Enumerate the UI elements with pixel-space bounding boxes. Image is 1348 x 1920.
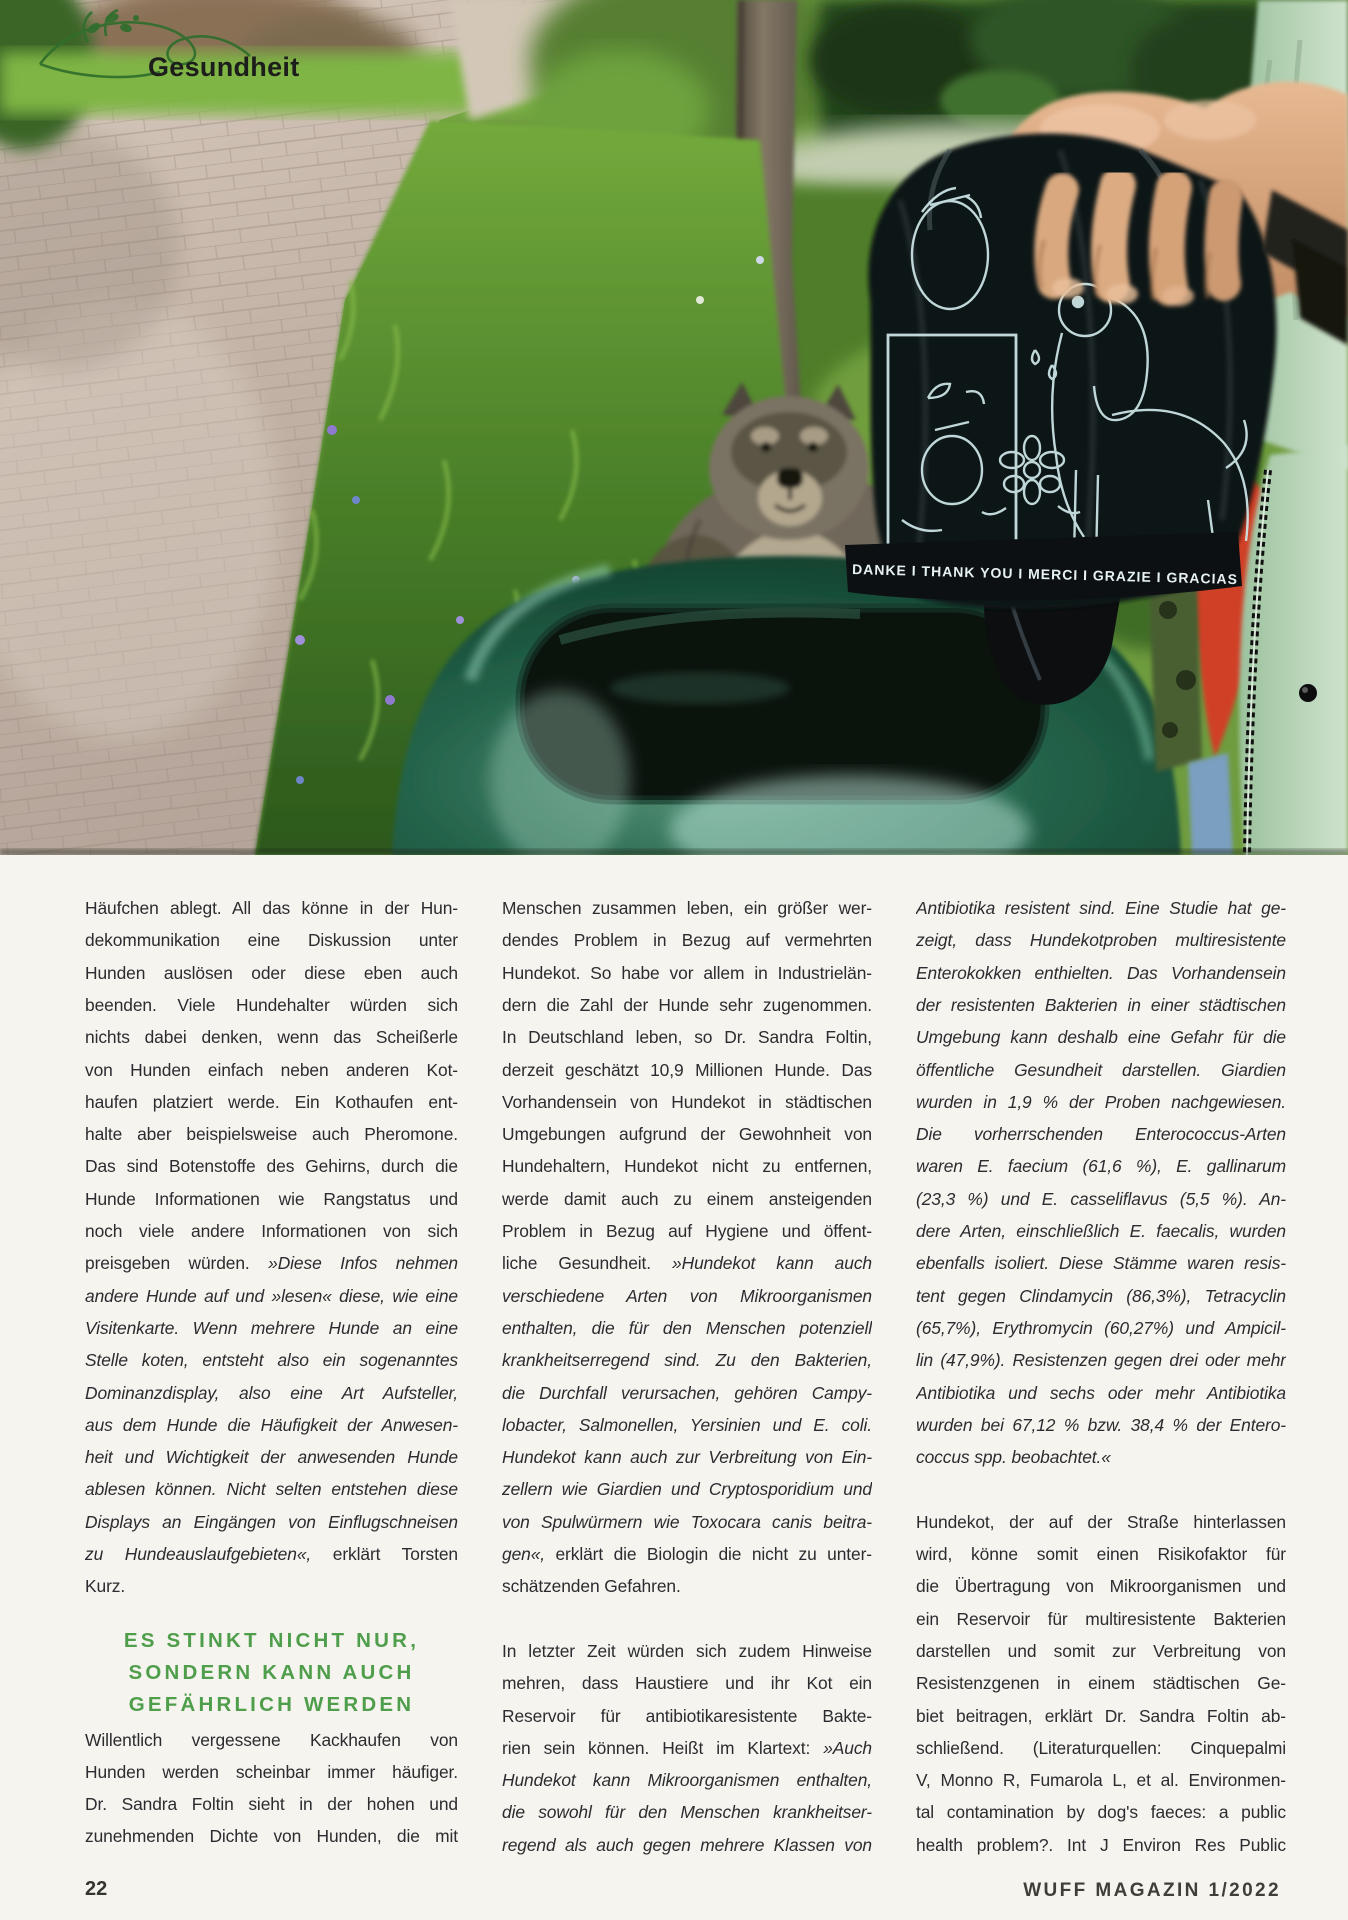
text-line: lin (47,9%). Resistenzen gegen drei oder mehr — [916, 1350, 1286, 1371]
text-line: dern die Zahl der Hunde sehr zugenommen. — [502, 994, 872, 1015]
text-line: dekommunikation eine Diskussion unter — [85, 930, 458, 951]
subheading-line: ES STINKT NICHT NUR, — [123, 1628, 420, 1652]
text-line: dendes Problem in Bezug auf vermehrten — [502, 930, 872, 951]
text-line: Antibiotika resistent sind. Eine Studie hat ge- — [916, 898, 1286, 918]
text-line: Hunde Informationen wie Rangstatus und — [85, 1188, 458, 1209]
text-line: schätzenden Gefahren. — [502, 1576, 681, 1597]
text-line: schließend. (Literaturquellen: Cinquepalmi — [916, 1737, 1286, 1758]
text-line: In Deutschland leben, so Dr. Sandra Foltin, — [502, 1027, 872, 1048]
text-line: coccus spp. beobachtet.« — [916, 1447, 1111, 1468]
text-line: liche Gesundheit. »Hundekot kann auch — [502, 1253, 872, 1274]
text-line: Antibiotika und sechs oder mehr Antibiotika — [916, 1382, 1286, 1403]
text-line: halte aber beispielsweise auch Pheromone. — [85, 1124, 458, 1145]
text-line: krankheitserregend sind. Zu den Bakterien, — [502, 1350, 872, 1371]
text-line: (65,7%), Erythromycin (60,27%) und Ampicil- — [916, 1317, 1286, 1338]
text-line: zu Hundeauslaufgebieten«, erklärt Torsten — [85, 1544, 458, 1564]
text-line: die sowohl für den Menschen krankheitser- — [502, 1802, 872, 1823]
text-line: Umgebungen aufgrund der Gewohnheit von — [502, 1124, 872, 1145]
text-line: wurden bei 67,12 % bzw. 38,4 % der Entero- — [916, 1414, 1286, 1435]
text-line: Hunden auslösen oder diese eben auch — [85, 962, 458, 983]
text-line: Problem in Bezug auf Hygiene und öffent- — [502, 1221, 872, 1241]
text-line: Hundekot kann auch zur Verbreitung von Ein- — [502, 1447, 872, 1468]
text-line: aus dem Hunde die Häufigkeit der Anwesen- — [85, 1414, 458, 1435]
text-line: Enterokokken enthielten. Das Vorhandensein — [916, 962, 1286, 983]
article-column-3 — [916, 0, 1286, 1920]
text-line: Hundekot, der auf der Straße hinterlassen — [916, 1511, 1286, 1532]
subheading-line: GEFÄHRLICH WERDEN — [128, 1693, 415, 1717]
text-line: Hundehaltern, Hundekot nicht zu entfernen, — [502, 1156, 872, 1177]
text-line: derzeit geschätzt 10,9 Millionen Hunde. Das — [502, 1059, 872, 1080]
text-line: Willentlich vergessene Kackhaufen von — [85, 1729, 458, 1750]
text-line: Häufchen ablegt. All das könne in der Hun- — [85, 898, 458, 918]
text-line: tent gegen Clindamycin (86,3%), Tetracyclin — [916, 1285, 1286, 1306]
text-line: Resistenzgenen in einem städtischen Ge- — [916, 1673, 1286, 1694]
text-line: andere Hunde auf und »lesen« diese, wie eine — [85, 1285, 458, 1306]
text-line: tal contamination by dog's faeces: a public — [916, 1802, 1286, 1823]
section-kicker: Gesundheit — [148, 52, 300, 82]
text-line: wurden in 1,9 % der Proben nachgewiesen. — [916, 1091, 1286, 1112]
text-line: zeigt, dass Hundekotproben multiresistente — [916, 930, 1286, 951]
text-line: waren E. faecium (61,6 %), E. gallinarum — [916, 1156, 1286, 1177]
text-line: health problem?. Int J Environ Res Public — [916, 1834, 1286, 1855]
text-line: lobacter, Salmonellen, Yersinien und E. coli. — [502, 1414, 872, 1435]
text-line: regend als auch gegen mehrere Klassen von — [502, 1834, 872, 1855]
text-line: Visitenkarte. Wenn mehrere Hunde an eine — [85, 1317, 458, 1338]
text-line: rien sein können. Heißt im Klartext: »Auch — [502, 1737, 872, 1758]
text-line: Vorhandensein von Hundekot in städtischen — [502, 1091, 872, 1112]
magazine-title: WUFF MAGAZIN 1/2022 — [1023, 1880, 1281, 1901]
text-line: V, Monno R, Fumarola L, et al. Environmen- — [916, 1770, 1286, 1791]
text-line: die Übertragung von Mikroorganismen und — [916, 1576, 1286, 1597]
text-line: die Durchfall verursachen, gehören Campy- — [502, 1382, 872, 1403]
text-line: dere Arten, einschließlich E. faecalis, wurden — [916, 1221, 1286, 1241]
text-line: werde damit auch zu einem ansteigenden — [502, 1188, 872, 1209]
text-line: Menschen zusammen leben, ein größer wer- — [502, 898, 872, 918]
bag-thankyou-text: DANKE I THANK YOU I MERCI I GRAZIE I GRACIAS — [851, 561, 1239, 588]
subheading-line: SONDERN KANN AUCH — [128, 1660, 415, 1684]
text-line: zunehmenden Dichte von Hunden, die mit — [85, 1826, 458, 1847]
text-line: ebenfalls isoliert. Diese Stämme waren resis- — [916, 1253, 1286, 1274]
text-line: öffentliche Gesundheit darstellen. Giardien — [916, 1059, 1286, 1080]
text-line: haufen platziert werde. Ein Kothaufen ent- — [85, 1091, 458, 1112]
text-line: Stelle koten, entsteht also ein sogenanntes — [85, 1350, 458, 1371]
text-line: ein Reservoir für multiresistente Bakterien — [916, 1608, 1286, 1629]
text-line: Dr. Sandra Foltin sieht in der hohen und — [85, 1794, 458, 1815]
text-line: Dominanzdisplay, also eine Art Aufsteller, — [85, 1382, 458, 1403]
text-line: Kurz. — [85, 1576, 126, 1597]
text-line: Die vorherrschenden Enterococcus-Arten — [916, 1124, 1286, 1145]
text-line: biet beitragen, erklärt Dr. Sandra Foltin ab- — [916, 1705, 1286, 1726]
text-line: Displays an Eingängen von Einflugschneisen — [85, 1511, 458, 1532]
text-line: heit und Wichtigkeit der anwesenden Hunde — [85, 1447, 458, 1468]
article-column-2 — [502, 0, 872, 1920]
text-line: nichts dabei denken, wenn das Scheißerle — [85, 1027, 458, 1048]
article-column-1 — [85, 0, 458, 1920]
text-line: ablesen können. Nicht selten entstehen diese — [85, 1479, 458, 1500]
text-line: von Hunden einfach neben anderen Kot- — [85, 1059, 458, 1080]
text-line: wird, könne somit einen Risikofaktor für — [916, 1544, 1286, 1564]
text-line: Reservoir für antibiotikaresistente Bakte- — [502, 1705, 872, 1726]
text-line: Hundekot kann Mikroorganismen enthalten, — [502, 1770, 872, 1791]
jacket-snap-button — [1299, 684, 1317, 702]
text-line: der resistenten Bakterien in einer städtischen — [916, 994, 1286, 1015]
text-line: enthalten, die für den Menschen potenziell — [502, 1317, 872, 1338]
text-line: darstellen und somit zur Verbreitung von — [916, 1640, 1286, 1661]
text-line: mehren, dass Haustiere und ihr Kot ein — [502, 1673, 872, 1694]
text-line: gen«, erklärt die Biologin die nicht zu unter- — [502, 1544, 872, 1564]
text-line: verschiedene Arten von Mikroorganismen — [502, 1285, 872, 1306]
text-line: preisgeben würden. »Diese Infos nehmen — [85, 1253, 458, 1274]
text-line: zellern wie Giardien und Cryptosporidium und — [502, 1479, 872, 1500]
text-line: In letzter Zeit würden sich zudem Hinweise — [502, 1640, 872, 1661]
text-line: noch viele andere Informationen von sich — [85, 1221, 458, 1241]
text-line: Umgebung kann deshalb eine Gefahr für die — [916, 1027, 1286, 1048]
text-line: Hunden werden scheinbar immer häufiger. — [85, 1761, 458, 1782]
text-line: von Spulwürmern wie Toxocara canis beitra- — [502, 1511, 872, 1532]
text-line: Hundekot. So habe vor allem in Industrielän- — [502, 962, 872, 983]
text-line: beenden. Viele Hundehalter würden sich — [85, 994, 458, 1015]
text-line: Das sind Botenstoffe des Gehirns, durch die — [85, 1156, 458, 1177]
text-line: (23,3 %) und E. casseliflavus (5,5 %). An- — [916, 1188, 1286, 1209]
page-number: 22 — [85, 1878, 108, 1900]
